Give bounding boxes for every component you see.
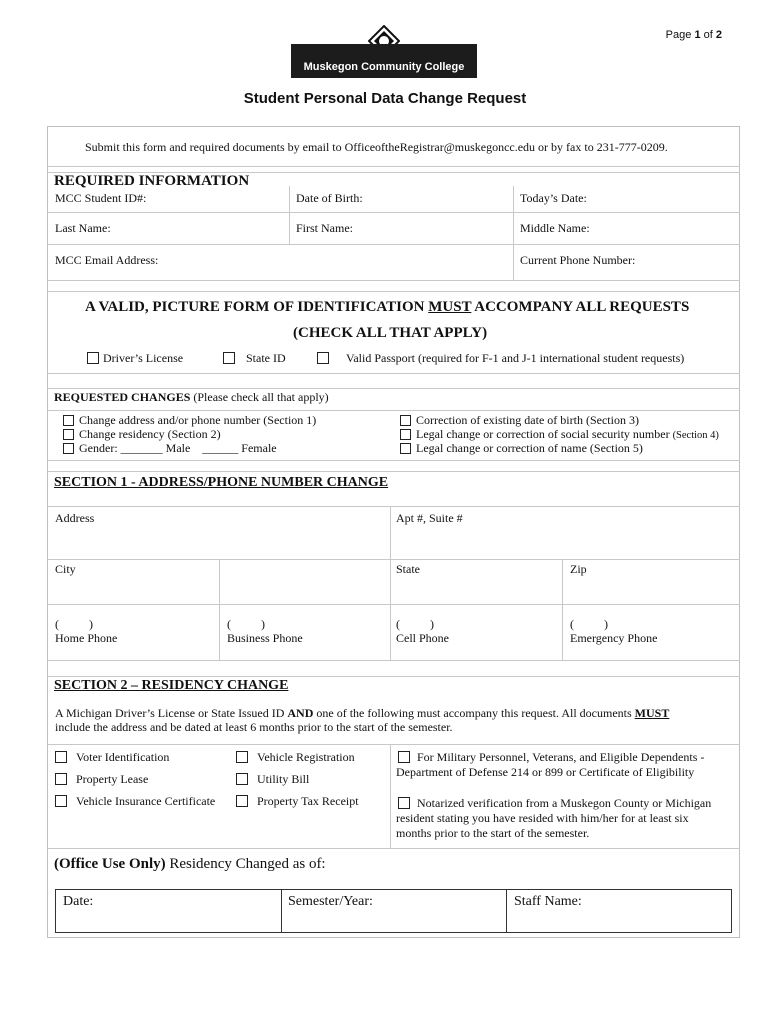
drivers-license-checkbox[interactable] — [87, 352, 99, 364]
submit-instructions: Submit this form and required documents by email to OfficeoftheRegistrar@muskegoncc.edu or by fax to 231-777-0209. — [85, 140, 668, 154]
divider — [47, 166, 740, 167]
id-requirement-heading: A VALID, PICTURE FORM OF IDENTIFICATION MUST ACCOMPANY ALL REQUESTS — [85, 299, 690, 315]
gender-label: Gender: _______ Male ______ Female — [79, 441, 277, 455]
divider — [47, 506, 740, 507]
passport-checkbox[interactable] — [317, 352, 329, 364]
divider — [47, 660, 740, 661]
column-divider — [219, 559, 220, 660]
office-cell-divider — [281, 890, 282, 932]
change-residency-label: Change residency (Section 2) — [79, 427, 221, 441]
divider — [47, 676, 740, 677]
dob-label: Date of Birth: — [296, 191, 363, 205]
divider — [47, 460, 740, 461]
divider — [47, 471, 740, 472]
notarized-label-line2: resident stating you have resided with him/her for at least six — [396, 811, 689, 825]
property-lease-checkbox[interactable] — [55, 773, 67, 785]
column-divider — [562, 559, 563, 660]
divider — [47, 604, 740, 605]
zip-label: Zip — [570, 562, 587, 576]
divider — [47, 559, 740, 560]
military-label: For Military Personnel, Veterans, and Eligible Dependents - — [417, 750, 705, 764]
last-name-label: Last Name: — [55, 221, 111, 235]
divider — [47, 280, 740, 281]
office-date-label: Date: — [63, 894, 94, 909]
apt-label: Apt #, Suite # — [396, 511, 463, 525]
office-use-table — [55, 889, 732, 933]
middle-name-label: Middle Name: — [520, 221, 590, 235]
property-tax-checkbox[interactable] — [236, 795, 248, 807]
column-divider — [390, 506, 391, 660]
divider — [47, 410, 740, 411]
divider — [47, 744, 740, 745]
change-residency-checkbox[interactable] — [63, 429, 74, 440]
column-divider — [513, 186, 514, 280]
utility-bill-label: Utility Bill — [257, 772, 310, 786]
check-all-heading: (CHECK ALL THAT APPLY) — [293, 325, 488, 341]
requested-changes-heading: REQUESTED CHANGES (Please check all that apply) — [54, 390, 329, 404]
voter-id-label: Voter Identification — [76, 750, 170, 764]
home-phone-label: Home Phone — [55, 631, 118, 645]
area-code-placeholder: ( ) — [570, 617, 608, 631]
college-logo: Muskegon Community College — [291, 44, 477, 78]
state-id-label: State ID — [246, 351, 286, 365]
property-lease-label: Property Lease — [76, 772, 149, 786]
student-id-label: MCC Student ID#: — [55, 191, 147, 205]
residency-intro-line2: include the address and be dated at least 6 months prior to the start of the semester. — [55, 720, 453, 734]
column-divider — [289, 186, 290, 244]
area-code-placeholder: ( ) — [227, 617, 265, 631]
address-label: Address — [55, 511, 95, 525]
office-staff-label: Staff Name: — [514, 894, 582, 909]
todays-date-label: Today’s Date: — [520, 191, 587, 205]
dob-correction-label: Correction of existing date of birth (Section 3) — [416, 413, 639, 427]
insurance-label: Vehicle Insurance Certificate — [76, 794, 216, 808]
section1-heading: SECTION 1 - ADDRESS/PHONE NUMBER CHANGE — [54, 475, 389, 490]
section2-heading: SECTION 2 – RESIDENCY CHANGE — [54, 678, 289, 693]
divider — [47, 388, 740, 389]
divider — [47, 291, 740, 292]
ssn-change-checkbox[interactable] — [400, 429, 411, 440]
ssn-change-label: Legal change or correction of social security number (Section 4) — [416, 427, 719, 441]
area-code-placeholder: ( ) — [396, 617, 434, 631]
state-label: State — [396, 562, 420, 576]
property-tax-label: Property Tax Receipt — [257, 794, 359, 808]
divider — [47, 212, 740, 213]
notarized-checkbox[interactable] — [398, 797, 410, 809]
office-cell-divider — [506, 890, 507, 932]
city-label: City — [55, 562, 76, 576]
notarized-label-line3: months prior to the start of the semester. — [396, 826, 590, 840]
divider — [47, 244, 740, 245]
gender-checkbox[interactable] — [63, 443, 74, 454]
cell-phone-label: Cell Phone — [396, 631, 449, 645]
change-address-checkbox[interactable] — [63, 415, 74, 426]
email-label: MCC Email Address: — [55, 253, 159, 267]
phone-label: Current Phone Number: — [520, 253, 636, 267]
office-semester-label: Semester/Year: — [288, 894, 373, 909]
emergency-phone-label: Emergency Phone — [570, 631, 658, 645]
military-checkbox[interactable] — [398, 751, 410, 763]
change-address-label: Change address and/or phone number (Section 1) — [79, 413, 317, 427]
dob-correction-checkbox[interactable] — [400, 415, 411, 426]
drivers-license-label: Driver’s License — [103, 351, 184, 365]
utility-bill-checkbox[interactable] — [236, 773, 248, 785]
first-name-label: First Name: — [296, 221, 353, 235]
voter-id-checkbox[interactable] — [55, 751, 67, 763]
residency-intro: A Michigan Driver’s License or State Issued ID AND one of the following must accompany this request. All documents MUST — [55, 706, 670, 720]
vehicle-registration-label: Vehicle Registration — [257, 750, 355, 764]
form-title: Student Personal Data Change Request — [243, 90, 527, 107]
name-change-checkbox[interactable] — [400, 443, 411, 454]
divider — [47, 373, 740, 374]
military-label-line2: Department of Defense 214 or 899 or Certificate of Eligibility — [396, 765, 695, 779]
business-phone-label: Business Phone — [227, 631, 303, 645]
area-code-placeholder: ( ) — [55, 617, 93, 631]
vehicle-registration-checkbox[interactable] — [236, 751, 248, 763]
state-id-checkbox[interactable] — [223, 352, 235, 364]
insurance-checkbox[interactable] — [55, 795, 67, 807]
divider — [47, 848, 740, 849]
required-info-heading: REQUIRED INFORMATION — [54, 173, 250, 189]
column-divider — [390, 744, 391, 848]
office-use-heading: (Office Use Only) Residency Changed as of: — [54, 856, 326, 872]
page-number: Page 1 of 2 — [665, 29, 722, 41]
notarized-label: Notarized verification from a Muskegon County or Michigan — [417, 796, 712, 810]
passport-label: Valid Passport (required for F-1 and J-1 international student requests) — [346, 351, 685, 365]
name-change-label: Legal change or correction of name (Section 5) — [416, 441, 643, 455]
